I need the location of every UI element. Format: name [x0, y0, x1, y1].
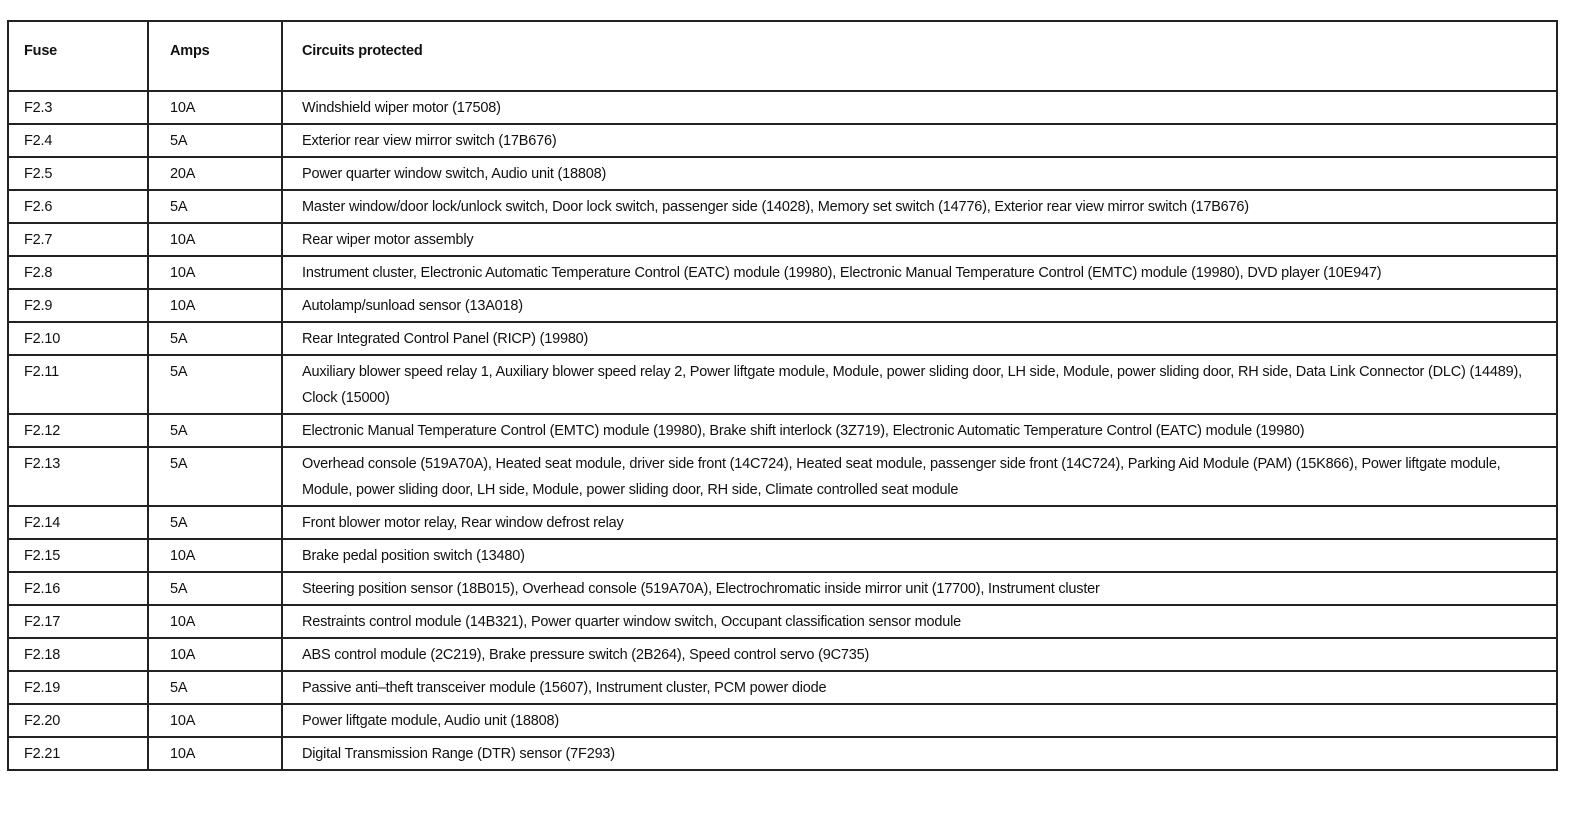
amps-cell: 5A [148, 506, 282, 539]
table-row [8, 223, 1557, 256]
fuse-cell: F2.14 [8, 506, 148, 539]
fuse-cell: F2.16 [8, 572, 148, 605]
amps-cell: 10A [148, 737, 282, 770]
amps-cell: 5A [148, 124, 282, 157]
amps-cell: 10A [148, 91, 282, 124]
table-body [8, 91, 1557, 770]
fuse-cell: F2.12 [8, 414, 148, 447]
amps-cell: 5A [148, 322, 282, 355]
table-row [8, 414, 1557, 447]
circuits-cell: Power quarter window switch, Audio unit (18808) [282, 157, 1557, 190]
circuits-cell: Autolamp/sunload sensor (13A018) [282, 289, 1557, 322]
circuits-cell: Front blower motor relay, Rear window defrost relay [282, 506, 1557, 539]
fuse-cell: F2.7 [8, 223, 148, 256]
table-row [8, 506, 1557, 539]
circuits-cell: Instrument cluster, Electronic Automatic Temperature Control (EATC) module (19980), Electronic Manual Temperature Control (EMTC) module (19980), DVD player (10E947) [282, 256, 1557, 289]
table-row [8, 289, 1557, 322]
table-row [8, 539, 1557, 572]
fuse-cell: F2.8 [8, 256, 148, 289]
circuits-cell: Exterior rear view mirror switch (17B676) [282, 124, 1557, 157]
table-row [8, 638, 1557, 671]
fuse-cell: F2.4 [8, 124, 148, 157]
circuits-cell: Digital Transmission Range (DTR) sensor (7F293) [282, 737, 1557, 770]
table-row [8, 256, 1557, 289]
amps-cell: 10A [148, 605, 282, 638]
circuits-cell: Windshield wiper motor (17508) [282, 91, 1557, 124]
table-row [8, 447, 1557, 506]
circuits-cell: Passive anti–theft transceiver module (15607), Instrument cluster, PCM power diode [282, 671, 1557, 704]
fuse-cell: F2.18 [8, 638, 148, 671]
column-header-amps: Amps [148, 21, 282, 91]
fuse-cell: F2.3 [8, 91, 148, 124]
fuse-cell: F2.21 [8, 737, 148, 770]
table-row [8, 671, 1557, 704]
circuits-cell: Overhead console (519A70A), Heated seat module, driver side front (14C724), Heated seat module, passenger side front (14C724), Parking Aid Module (PAM) (15K866), Power liftgate module, Module, power sliding door, LH side, Module, power sliding door, RH side, Climate controlled seat module [282, 447, 1557, 506]
fuse-cell: F2.13 [8, 447, 148, 506]
amps-cell: 10A [148, 638, 282, 671]
table-row [8, 355, 1557, 414]
amps-cell: 10A [148, 223, 282, 256]
column-header-circuits: Circuits protected [282, 21, 1557, 91]
table-row [8, 124, 1557, 157]
circuits-cell: Auxiliary blower speed relay 1, Auxiliary blower speed relay 2, Power liftgate module, Module, power sliding door, LH side, Module, power sliding door, RH side, Data Link Connector (DLC) (14489), Clock (15000) [282, 355, 1557, 414]
table-row [8, 704, 1557, 737]
fuse-cell: F2.15 [8, 539, 148, 572]
table-header-row [8, 21, 1557, 91]
circuits-cell: Master window/door lock/unlock switch, Door lock switch, passenger side (14028), Memory set switch (14776), Exterior rear view mirror switch (17B676) [282, 190, 1557, 223]
fuse-cell: F2.17 [8, 605, 148, 638]
fuse-cell: F2.6 [8, 190, 148, 223]
amps-cell: 5A [148, 414, 282, 447]
circuits-cell: Rear Integrated Control Panel (RICP) (19980) [282, 322, 1557, 355]
circuits-cell: Rear wiper motor assembly [282, 223, 1557, 256]
circuits-cell: ABS control module (2C219), Brake pressure switch (2B264), Speed control servo (9C735) [282, 638, 1557, 671]
table-row [8, 157, 1557, 190]
fuse-cell: F2.19 [8, 671, 148, 704]
amps-cell: 5A [148, 572, 282, 605]
column-header-fuse: Fuse [8, 21, 148, 91]
circuits-cell: Brake pedal position switch (13480) [282, 539, 1557, 572]
amps-cell: 10A [148, 704, 282, 737]
fuse-cell: F2.10 [8, 322, 148, 355]
amps-cell: 5A [148, 447, 282, 506]
amps-cell: 5A [148, 671, 282, 704]
amps-cell: 20A [148, 157, 282, 190]
circuits-cell: Power liftgate module, Audio unit (18808) [282, 704, 1557, 737]
table-row [8, 322, 1557, 355]
table-row [8, 605, 1557, 638]
table-row [8, 572, 1557, 605]
fuse-cell: F2.5 [8, 157, 148, 190]
amps-cell: 10A [148, 289, 282, 322]
fuse-table [7, 20, 1558, 771]
table-row [8, 190, 1557, 223]
circuits-cell: Electronic Manual Temperature Control (EMTC) module (19980), Brake shift interlock (3Z719), Electronic Automatic Temperature Control (EATC) module (19980) [282, 414, 1557, 447]
amps-cell: 5A [148, 355, 282, 414]
fuse-cell: F2.9 [8, 289, 148, 322]
circuits-cell: Steering position sensor (18B015), Overhead console (519A70A), Electrochromatic inside mirror unit (17700), Instrument cluster [282, 572, 1557, 605]
fuse-cell: F2.11 [8, 355, 148, 414]
amps-cell: 5A [148, 190, 282, 223]
amps-cell: 10A [148, 256, 282, 289]
fuse-cell: F2.20 [8, 704, 148, 737]
table-row [8, 91, 1557, 124]
circuits-cell: Restraints control module (14B321), Power quarter window switch, Occupant classification sensor module [282, 605, 1557, 638]
table-row [8, 737, 1557, 770]
amps-cell: 10A [148, 539, 282, 572]
